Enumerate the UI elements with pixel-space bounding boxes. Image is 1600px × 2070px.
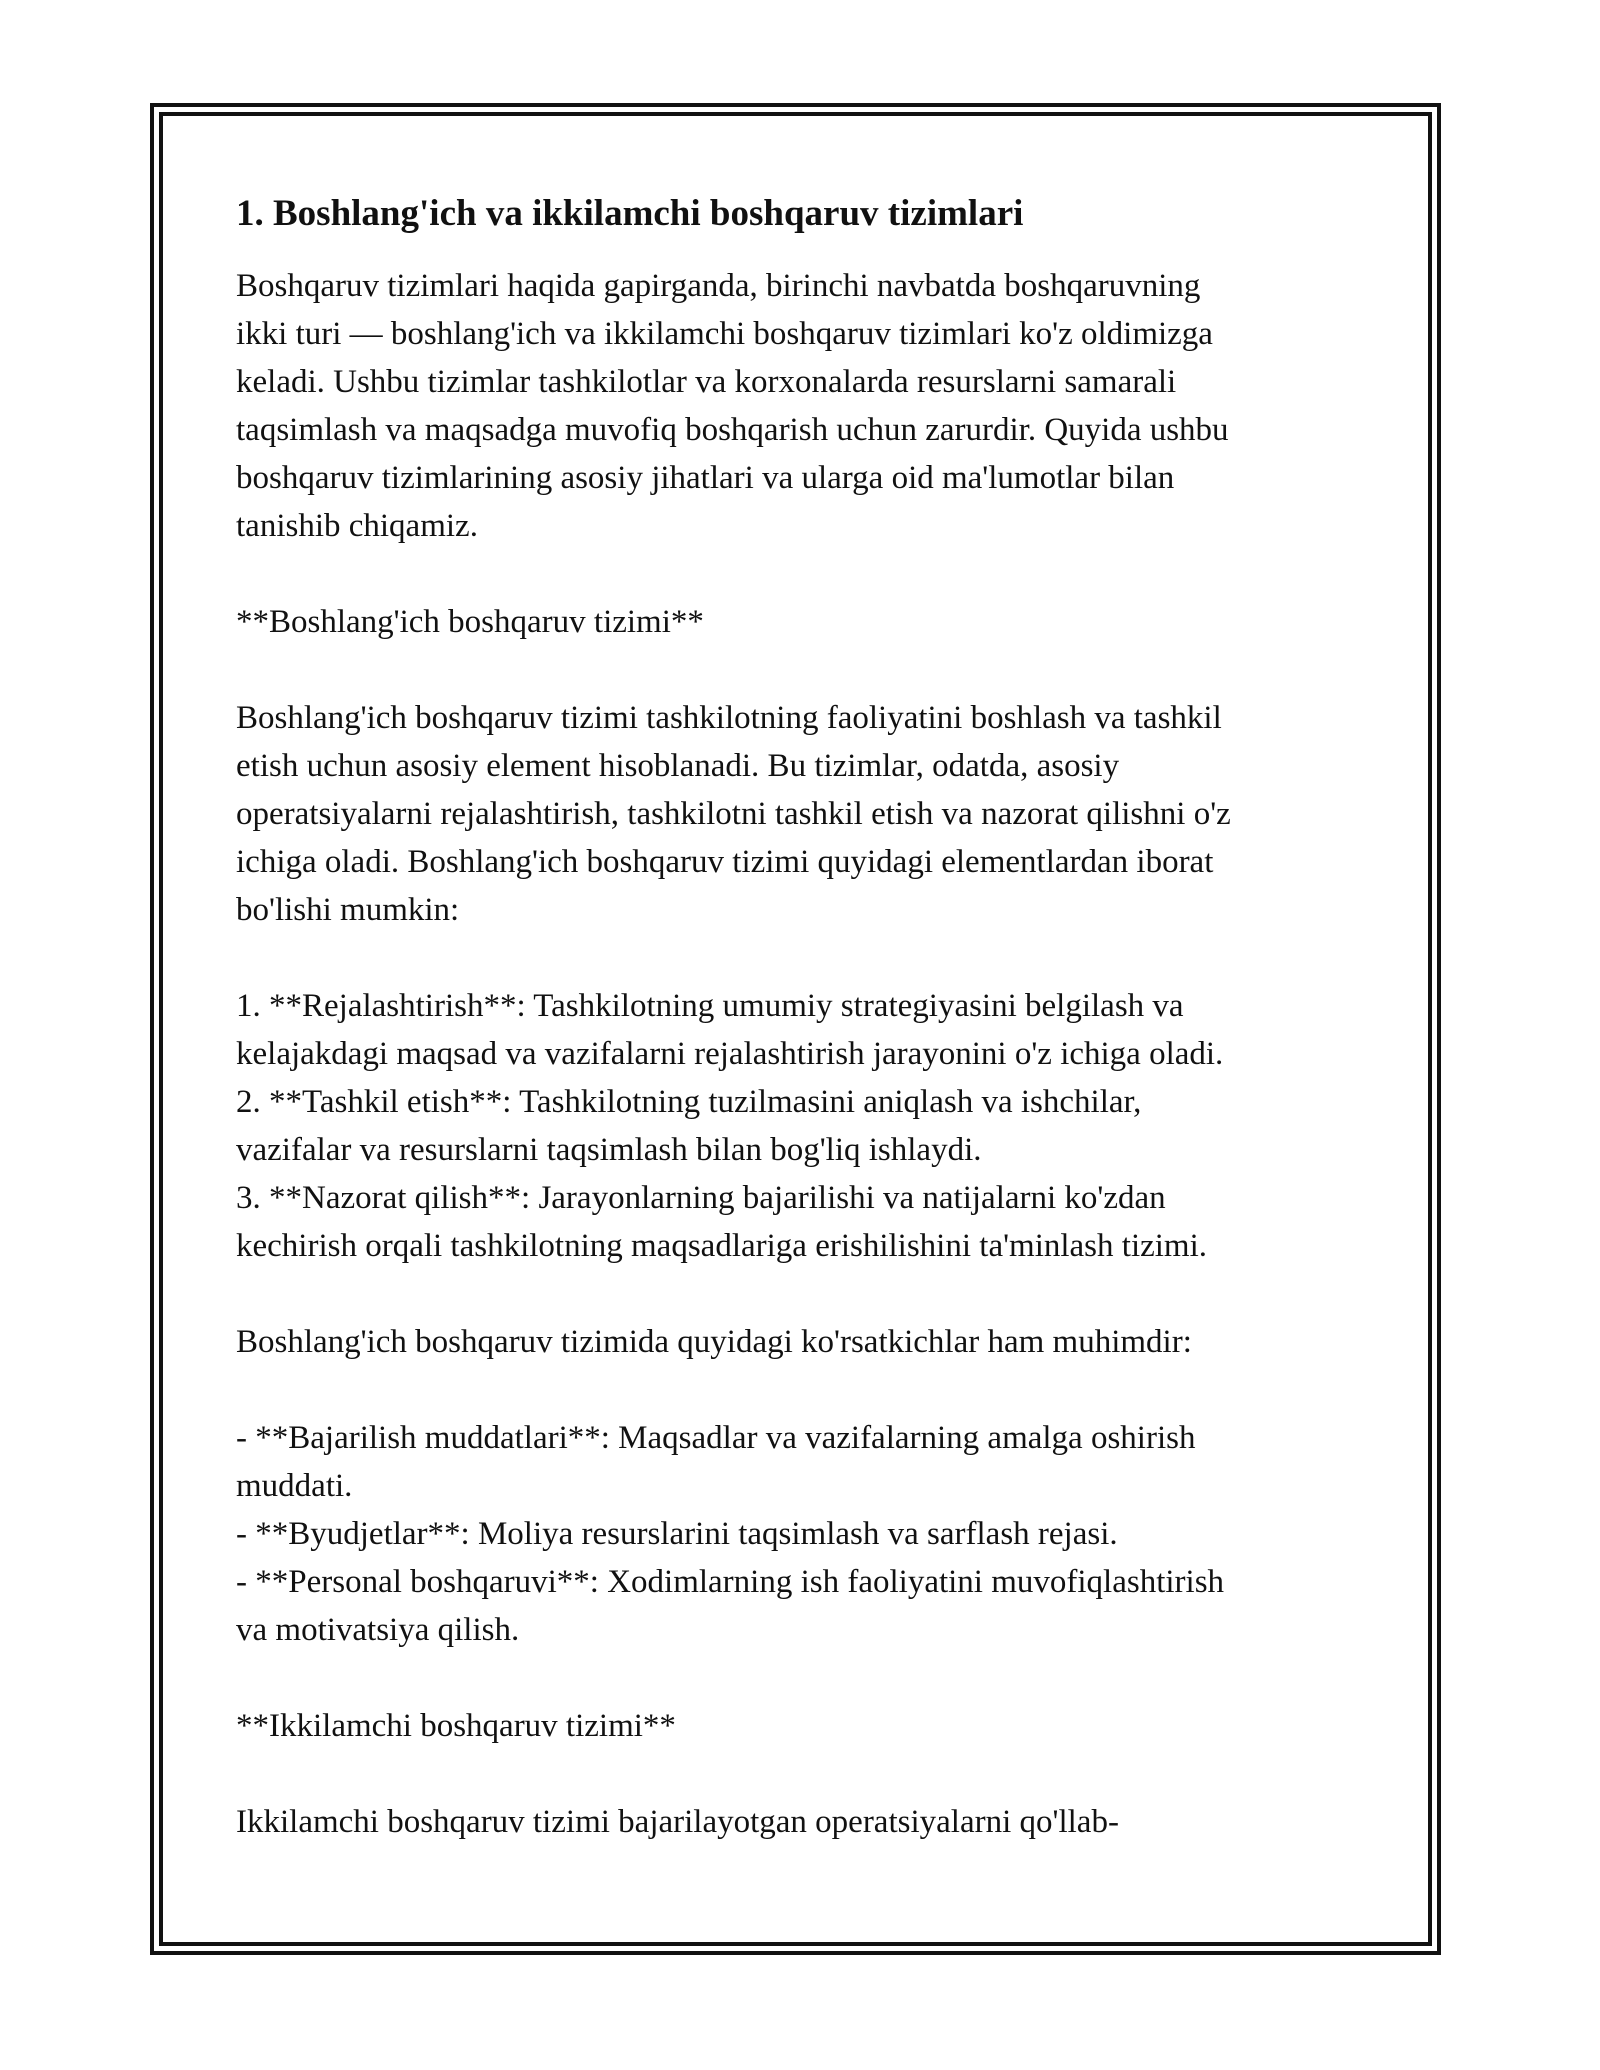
spacer bbox=[236, 1654, 1356, 1702]
numbered-list: 1. **Rejalashtirish**: Tashkilotning umumiy strategiyasini belgilash va kelajakdagi maqsad va vazifalarni rejalashtirish jarayonini o'z ichiga oladi. 2. **Tashkil etish**: Tashkilotning tuzilmasini aniqlash va ishchilar, vazifalar va resurslarni taqsimlash bilan bog'liq ishlaydi. 3. **Nazorat qilish**: Jarayonlarning bajarilishi va natijalarni ko'zdan kechirish orqali tashkilotning maqsadlariga erishilishini ta'minlash tizimi. bbox=[236, 988, 1224, 1264]
spacer bbox=[236, 934, 1356, 982]
spacer bbox=[236, 1750, 1356, 1798]
spacer bbox=[236, 1270, 1356, 1318]
bullet-list: - **Bajarilish muddatlari**: Maqsadlar va vazifalarning amalga oshirish muddati. - **Byudjetlar**: Moliya resurslarini taqsimlash va sarflash rejasi. - **Personal boshqaruvi**: Xodimlarning ish faoliyatini muvofiqlashtirish va motivatsiya qilish. bbox=[236, 1420, 1225, 1648]
primary-system-paragraph: Boshlang'ich boshqaruv tizimi tashkilotning faoliyatini boshlash va tashkil etish uchun asosiy element hisoblanadi. Bu tizimlar, odatda, asosiy operatsiyalarni rejalashtirish, tashkilotni tashkil etish va nazorat qilishni o'z ichiga oladi. Boshlang'ich boshqaruv tizimi quyidagi elementlardan iborat bo'lishi mumkin: bbox=[236, 700, 1231, 928]
indicators-intro-paragraph: Boshlang'ich boshqaruv tizimida quyidagi ko'rsatkichlar ham muhimdir: bbox=[236, 1324, 1192, 1360]
intro-paragraph: Boshqaruv tizimlari haqida gapirganda, birinchi navbatda boshqaruvning ikki turi — boshlang'ich va ikkilamchi boshqaruv tizimlari ko'z oldimizga keladi. Ushbu tizimlar tashkilotlar va korxonalarda resurslarni samarali taqsimlash va maqsadga muvofiq boshqarish uchun zarurdir. Quyida ushbu boshqaruv tizimlarining asosiy jihatlari va ularga oid ma'lumotlar bilan tanishib chiqamiz. bbox=[236, 268, 1229, 544]
spacer bbox=[236, 1366, 1356, 1414]
subheading-secondary-system: **Ikkilamchi boshqaruv tizimi** bbox=[236, 1708, 676, 1744]
spacer bbox=[236, 646, 1356, 694]
spacer bbox=[236, 550, 1356, 598]
section-heading: 1. Boshlang'ich va ikkilamchi boshqaruv tizimlari bbox=[236, 193, 1024, 234]
secondary-system-paragraph: Ikkilamchi boshqaruv tizimi bajarilayotgan operatsiyalarni qo'llab- bbox=[236, 1804, 1119, 1840]
document-body bbox=[236, 190, 1356, 1846]
subheading-primary-system: **Boshlang'ich boshqaruv tizimi** bbox=[236, 604, 704, 640]
